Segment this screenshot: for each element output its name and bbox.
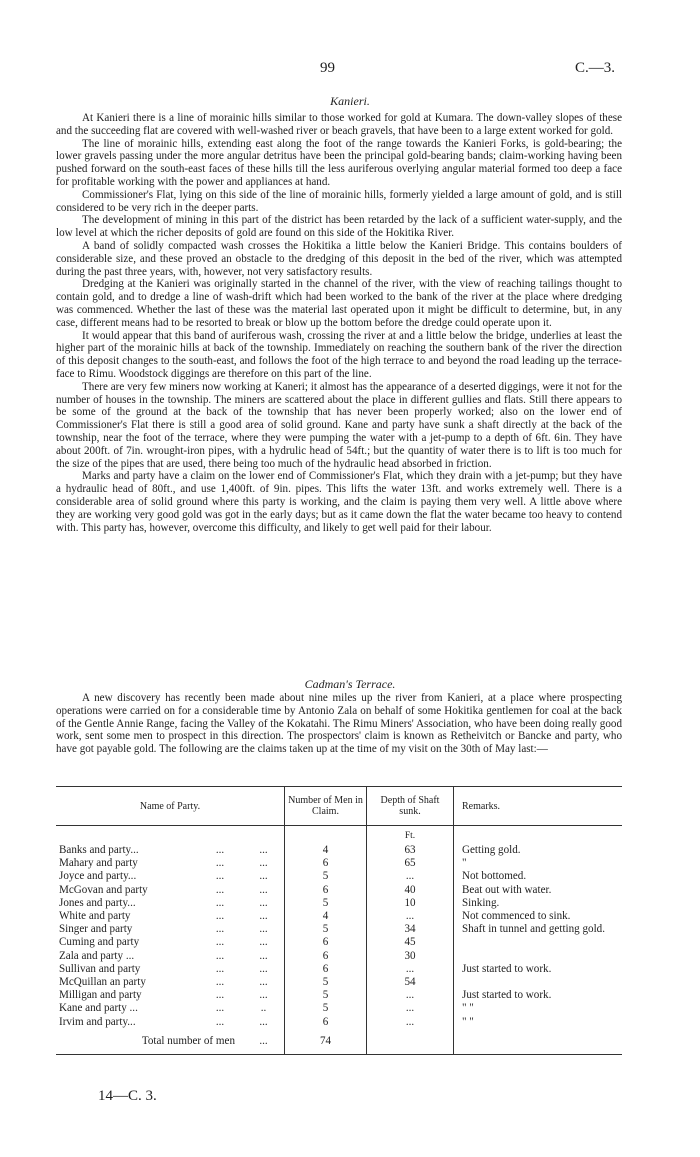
leader-dots: ... xyxy=(259,949,268,962)
remarks: Shaft in tunnel and getting gold. xyxy=(454,923,623,936)
remarks: " xyxy=(454,857,623,870)
paragraph: At Kanieri there is a line of morainic hills similar to those worked for gold at Kumara. The down-valley slopes of these and the succeeding flat are covered with well-washed river or beach gravels, that have been to a large extent worked for gold. xyxy=(56,112,622,137)
men-count: 5 xyxy=(285,989,367,1002)
men-count: 6 xyxy=(285,1016,367,1029)
header-name-of-party: Name of Party. xyxy=(56,787,285,826)
shaft-depth: 65 xyxy=(367,857,454,870)
men-count: 5 xyxy=(285,976,367,989)
table-row xyxy=(56,963,622,976)
paragraph: The line of morainic hills, extending east along the foot of the range towards the Kanieri Forks, is gold-bearing; the lower gravels passing under the more angular detritus have been the principal gold-bearing bands; claim-working having been pushed forward on the south-east faces of these hills till the less auriferous overlying angular material formed too deep a face for profitable working with the power and appliances at hand. xyxy=(56,137,622,188)
party-name: Kane and party ... xyxy=(59,1002,138,1015)
table-row xyxy=(56,884,622,897)
table-row xyxy=(56,857,622,870)
paragraph: A new discovery has recently been made about nine miles up the river from Kanieri, at a place where prospecting operations were carried on for a considerable time by Antonio Zala on behalf of some Hokitika gentlemen for coal at the back of the Gentle Annie Range, facing the Valley of the Kokatahi. The Rimu Miners' Association, who have been doing really good work, sent some men to prospect in this direction. The prospectors' claim is known as Retheivitch or Bancke and party, who have got payable gold. The following are the claims taken up at the time of my visit on the 30th of May last:— xyxy=(56,692,622,756)
remarks xyxy=(454,950,623,963)
leader-dots: ... xyxy=(259,910,268,923)
claims-table xyxy=(56,786,622,1055)
remarks: Not commenced to sink. xyxy=(454,910,623,923)
section-body-cadmans-terrace xyxy=(56,692,622,756)
leader-dots: ... xyxy=(215,949,225,962)
leader-dots: ... xyxy=(259,844,268,856)
table-row xyxy=(56,923,622,936)
header-number-of-men: Number of Men in Claim. xyxy=(285,787,367,826)
leader-dots: ... xyxy=(259,923,268,936)
shaft-depth: ... xyxy=(367,1016,454,1029)
leader-dots: ... xyxy=(215,1002,225,1015)
leader-dots: ... xyxy=(215,936,225,949)
leader-dots: ... xyxy=(259,1015,268,1028)
remarks xyxy=(454,976,623,989)
leader-dots: ... xyxy=(259,976,268,989)
leader-dots: ... xyxy=(259,857,268,870)
men-count: 6 xyxy=(285,857,367,870)
party-name: McGovan and party xyxy=(59,883,148,896)
party-name: Irvim and party... xyxy=(59,1015,136,1028)
party-name: Cuming and party xyxy=(59,936,140,949)
table-row xyxy=(56,1002,622,1015)
men-count: 6 xyxy=(285,884,367,897)
leader-dots: ... xyxy=(259,883,268,896)
section-heading-cadmans-terrace: Cadman's Terrace. xyxy=(304,677,396,691)
leader-dots: ... xyxy=(215,857,225,870)
paragraph: The development of mining in this part of the district has been retarded by the lack of a sufficient water-supply, and the low level at which the richer deposits of gold are found on this side of the Hokitika River. xyxy=(56,214,622,240)
page-signature: 14—C. 3. xyxy=(98,1088,157,1104)
table-row xyxy=(56,870,622,883)
leader-dots: ... xyxy=(215,910,225,923)
shaft-depth: ... xyxy=(367,1002,454,1015)
men-count: 4 xyxy=(285,844,367,857)
shaft-depth: ... xyxy=(367,963,454,976)
remarks: Sinking. xyxy=(454,897,623,910)
table-row xyxy=(56,1016,622,1029)
party-name: Mahary and party xyxy=(59,857,138,870)
shaft-depth: 45 xyxy=(367,936,454,949)
table-row xyxy=(56,976,622,989)
paragraph: A band of solidly compacted wash crosses the Hokitika a little below the Kanieri Bridge. This contains boulders of considerable size, and these proved an obstacle to the dredging of this deposit in the bed of the river, which was attempted during the past three years, with, however, not very satisfactory results. xyxy=(56,239,622,278)
shaft-depth: 30 xyxy=(367,950,454,963)
shaft-depth: 34 xyxy=(367,923,454,936)
remarks: Getting gold. xyxy=(454,844,623,857)
remarks: " " xyxy=(454,1016,623,1029)
shaft-depth: 10 xyxy=(367,897,454,910)
leader-dots: .. xyxy=(260,1002,267,1015)
total-dots: ... xyxy=(243,1029,285,1055)
shaft-depth: 54 xyxy=(367,976,454,989)
party-name: McQuillan an party xyxy=(59,976,146,989)
remarks: Beat out with water. xyxy=(454,884,623,897)
header-depth-of-shaft: Depth of Shaft sunk. xyxy=(367,787,454,826)
remarks: Just started to work. xyxy=(454,989,623,1002)
depth-unit: Ft. xyxy=(367,826,454,845)
remarks: Just started to work. xyxy=(454,963,623,976)
page-number: 99 xyxy=(320,60,335,76)
men-count: 5 xyxy=(285,870,367,883)
leader-dots: ... xyxy=(215,989,225,1002)
table-row xyxy=(56,910,622,923)
leader-dots: ... xyxy=(215,896,225,909)
men-count: 5 xyxy=(285,923,367,936)
header-remarks: Remarks. xyxy=(454,787,623,826)
men-count: 5 xyxy=(285,1002,367,1015)
section-heading-kanieri: Kanieri. xyxy=(330,94,370,108)
leader-dots: ... xyxy=(215,883,225,896)
party-name: Banks and party... xyxy=(59,844,139,856)
total-row xyxy=(56,1029,622,1055)
men-count: 6 xyxy=(285,936,367,949)
men-count: 6 xyxy=(285,963,367,976)
leader-dots: ... xyxy=(259,989,268,1002)
remarks: " " xyxy=(454,1002,623,1015)
paragraph: Marks and party have a claim on the lower end of Commissioner's Flat, which they drain with a jet-pump; but they have a hydraulic head of 80ft., and use 1,400ft. of 9in. pipes. This lifts the water 13ft. and works extremely well. There is a considerable area of solid ground where this party is working, and the claim is paying them very well. A little above where they are working very good gold was got in the early days; but as it came down the flat the water became too heavy to contend with. This party has, however, overcome this difficulty, and likely to get well paid for their labour. xyxy=(56,470,622,534)
shaft-depth: ... xyxy=(367,910,454,923)
party-name: Zala and party ... xyxy=(59,949,135,962)
leader-dots: ... xyxy=(259,896,268,909)
table-row xyxy=(56,897,622,910)
leader-dots: ... xyxy=(259,936,268,949)
paragraph: Commissioner's Flat, lying on this side of the line of morainic hills, formerly yielded a large amount of gold, and is still considered to be very rich in the deeper parts. xyxy=(56,188,622,214)
table-header-row xyxy=(56,787,622,826)
section-body-kanieri xyxy=(56,112,622,534)
series-reference: C.—3. xyxy=(575,60,616,76)
paragraph: It would appear that this band of auriferous wash, crossing the river at and a little below the bridge, underlies at least the higher part of the morainic hills at back of the township. Immediately on reaching the southern bank of the river the direction of this deposit changes to the south-east, and follows the foot of the high terrace to and beyond the road leading up the terrace-face to Rimu. Woodstock diggings are therefore on this part of the line. xyxy=(56,329,622,380)
shaft-depth: ... xyxy=(367,870,454,883)
table-row xyxy=(56,844,622,857)
men-count: 5 xyxy=(285,897,367,910)
party-name: Jones and party... xyxy=(59,896,136,909)
paragraph: There are very few miners now working at Kaneri; it almost has the appearance of a deserted diggings, were it not for the number of houses in the township. The miners are scattered about the place in different gullies and flats. Still there appears to be some of the ground at the back of the township that has never been properly worked; also on the lower end of Commissioner's Flat there is still a good area of solid ground. Kane and party have sunk a shaft directly at the back of the township, near the foot of the terrace, where they were pumping the water with a jet-pump to a depth of 6ft. 6in. They have about 200ft. of 7in. wrought-iron pipes, with a hydrulic head of 54ft.; but the quantity of water there is to lift is too much for the size of the pipes that are used, there being too much of the hydraulic head absorbed in friction. xyxy=(56,380,622,470)
party-name: Singer and party xyxy=(59,923,133,936)
party-name: Joyce and party... xyxy=(59,870,137,883)
remarks: Not bottomed. xyxy=(454,870,623,883)
table-row xyxy=(56,989,622,1002)
paragraph: Dredging at the Kanieri was originally started in the channel of the river, with the view of reaching tailings thought to contain gold, and to dredge a line of wash-drift which had been worked to the bank of the river at the place where dredging was commenced. Whether the last of these was the material last operated upon it might be difficult to determine, but, in any case, different means had to be resorted to break or blow up the bottom before the dredge could operate upon it. xyxy=(56,278,622,329)
total-value: 74 xyxy=(285,1029,367,1055)
party-name: Milligan and party xyxy=(59,989,142,1002)
leader-dots: ... xyxy=(215,976,225,989)
shaft-depth: 40 xyxy=(367,884,454,897)
total-label: Total number of men xyxy=(56,1029,243,1055)
men-count: 4 xyxy=(285,910,367,923)
unit-row xyxy=(56,826,622,845)
leader-dots: ... xyxy=(215,962,225,975)
table-row xyxy=(56,950,622,963)
party-name: White and party xyxy=(59,910,131,923)
leader-dots: ... xyxy=(215,923,225,936)
leader-dots: ... xyxy=(215,844,225,856)
leader-dots: ... xyxy=(215,1015,225,1028)
leader-dots: ... xyxy=(259,870,268,883)
leader-dots: ... xyxy=(259,962,268,975)
shaft-depth: 63 xyxy=(367,844,454,857)
leader-dots: ... xyxy=(215,870,225,883)
men-count: 6 xyxy=(285,950,367,963)
table-row xyxy=(56,936,622,949)
shaft-depth: ... xyxy=(367,989,454,1002)
party-name: Sullivan and party xyxy=(59,962,141,975)
remarks xyxy=(454,936,623,949)
table-body xyxy=(56,826,622,1029)
